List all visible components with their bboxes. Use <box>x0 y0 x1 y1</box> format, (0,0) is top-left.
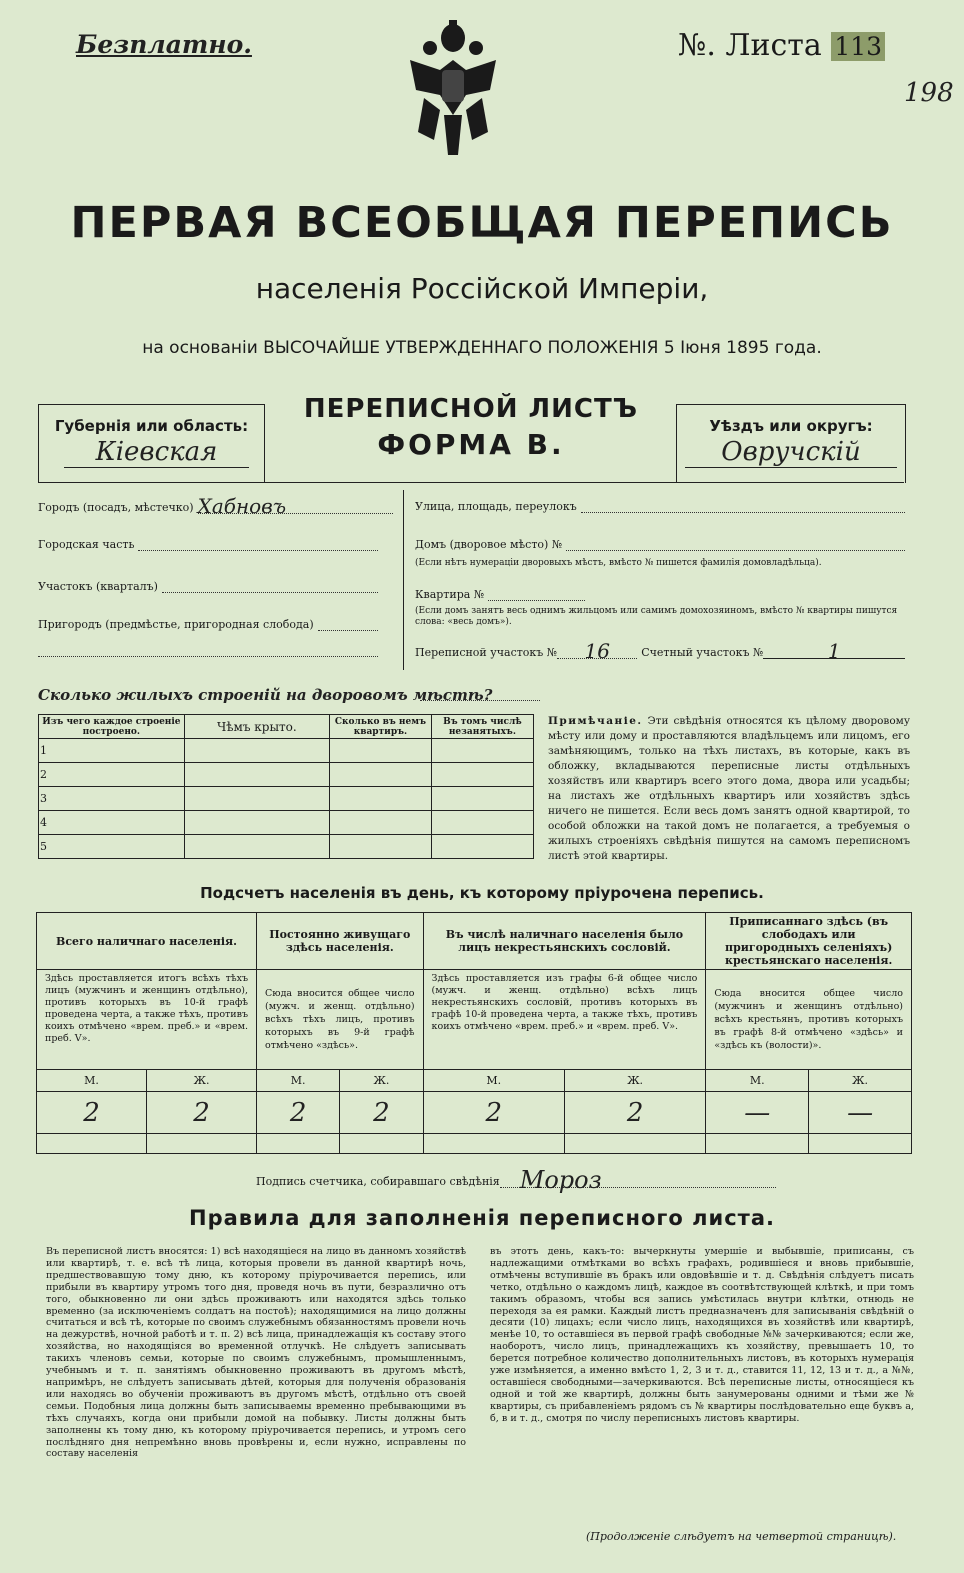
uezd-box <box>676 404 906 483</box>
signature-value: Мороз <box>500 1174 776 1188</box>
buildings-row-number: 4 <box>39 811 185 835</box>
buildings-row-number: 5 <box>39 835 185 859</box>
count-col-head: Всего наличнаго населенія. <box>37 913 257 970</box>
note-title: Примѣчаніе. <box>548 715 643 727</box>
rules-right-column: въ этотъ день, какъ-то: вычеркнуты умершіе и выбывшіе, приписаны, съ надлежащими отмѣтками во всѣхъ графахъ, родившіеся и вновь прибывшіе, отмѣчены вступившіе въ бракъ или овдовѣвшіе и т. д. Свѣдѣнія слѣдуетъ писать четко, отдѣльно о каждомъ лицѣ, каждое въ соотвѣтствующей клѣткѣ, и при томъ такимъ образомъ, чтобы вся запись умѣстилась внутри клѣтки, отнюдь не переходя за ея рамки. Каждый листъ предназначенъ для записыванія свѣдѣній о десяти (10) лицахъ; если число лицъ, находящихся въ хозяйствѣ или квартирѣ, менѣе 10, то оставшіеся въ первой графѣ свободные №№ зачеркиваются; если же, наоборотъ, число лицъ, принадлежащихъ къ хозяйству, превышаетъ 10, то берется потребное количество дополнительныхъ листовъ, въ которыхъ нумерація уже измѣняется, а именно вмѣсто 1, 2, 3 и т. д., ставится 11, 12, 13 и т. д., а №№, оставшіеся свободными—зачеркиваются. Всѣ переписные листы, относящіеся къ одной и той же квартирѣ, должны быть занумерованы одними и тѣми же № квартиры, съ прибавленіемъ рядомъ съ № квартиры послѣдовательно еще буквъ а, б, в и т. д., смотря по числу переписныхъ листовъ квартиры. <box>490 1246 914 1424</box>
sheet-title: ПЕРЕПИСНОЙ ЛИСТЪ <box>303 394 639 424</box>
buildings-note <box>548 714 910 864</box>
buildings-header-row <box>39 715 534 739</box>
uchastok-field[interactable] <box>38 580 378 593</box>
archive-number: 198 <box>904 78 954 108</box>
m-label: М. <box>706 1070 809 1092</box>
city-label: Городъ (посадъ, мѣстечко) <box>38 501 194 514</box>
uezd-value: Овручскій <box>685 437 897 468</box>
count-table <box>36 912 912 1154</box>
count-desc-row <box>37 970 912 1070</box>
district-fields[interactable] <box>415 639 905 663</box>
apt-note: (Если домъ занятъ весь однимъ жильцомъ или самимъ домохозяиномъ, вмѣсто № квартиры пишутся слова: «весь домъ»). <box>415 606 898 627</box>
sheet-number-label <box>678 28 885 63</box>
sheet-label: №. Листа <box>678 28 822 63</box>
house-field[interactable] <box>415 538 905 551</box>
imperial-eagle-emblem <box>400 20 506 160</box>
count-value-m: 2 <box>257 1092 340 1134</box>
count-col-head: Постоянно живущаго здѣсь населенія. <box>257 913 424 970</box>
gubernia-label: Губернія или область: <box>54 417 249 435</box>
count-value-m: 2 <box>37 1092 147 1134</box>
signature-field[interactable] <box>256 1166 776 1194</box>
note-text: Эти свѣдѣнія относятся къ цѣлому дворовому мѣсту или дому и проставляются владѣльцемъ или лицомъ, его замѣняющимъ, только на тѣхъ листахъ, въ которые, какъ въ обложку, вкладываются переписные листы отдѣльныхъ хозяйствъ или квартиръ всего этого дома, двора или усадьбы; на листахъ же отдѣльныхъ квартиръ или хозяйствъ здѣсь ничего не пишется. Если весь домъ занятъ одной квартирой, то особой обложки на такой домъ не полагается, а требуемыя о жилыхъ строеніяхъ свѣдѣнія пишутся на самомъ переписномъ листѣ этой квартиры. <box>548 715 910 862</box>
count-col-head: Въ числѣ наличнаго населенія было лицъ некрестьянскихъ сословій. <box>423 913 706 970</box>
buildings-header: Изъ чего каждое строеніе построено. <box>39 715 185 739</box>
form-label: ФОРМА В. <box>377 428 565 461</box>
prigorod-field[interactable] <box>38 618 378 631</box>
house-label: Домъ (дворовое мѣсто) № <box>415 538 563 551</box>
f-label: Ж. <box>147 1070 257 1092</box>
count-value-f: 2 <box>340 1092 423 1134</box>
buildings-header: Чѣмъ крыто. <box>184 715 329 739</box>
count-value-f: — <box>809 1092 912 1134</box>
count-value-m: 2 <box>423 1092 564 1134</box>
m-label: М. <box>37 1070 147 1092</box>
form-title-block <box>266 394 676 474</box>
count-col-head: Приписаннаго здѣсь (въ слободахъ или пригородныхъ селеніяхъ) крестьянскаго населенія. <box>706 913 912 970</box>
f-label: Ж. <box>564 1070 705 1092</box>
count-col-desc: Сюда вносится общее число (мужч. и женщ. отдѣльно) всѣхъ тѣхъ лицъ, противъ которыхъ въ 9-й графѣ отмѣчено «здѣсь». <box>257 970 424 1070</box>
uezd-label: Уѣздъ или округъ: <box>709 417 873 435</box>
fields-divider <box>403 490 404 670</box>
city-value: Хабновъ <box>198 500 393 514</box>
apt-field[interactable] <box>415 588 585 601</box>
rules-title: Правила для заполненія переписного листа. <box>189 1206 775 1230</box>
count-col-desc: Сюда вносится общее число (мужчинъ и женщинъ отдѣльно) всѣхъ крестьянъ, противъ которыхъ въ графѣ 8-й отмѣчено «здѣсь» и «здѣсь къ (волости)». <box>706 970 912 1070</box>
count-district-label: Счетный участокъ № <box>641 646 764 659</box>
count-title: Подсчетъ населенія въ день, къ которому пріурочена перепись. <box>200 884 764 902</box>
form-divider <box>38 482 904 483</box>
buildings-header: Въ томъ числѣ незанятыхъ. <box>431 715 533 739</box>
buildings-question: Сколько жилыхъ строеній на дворовомъ мѣстѣ? <box>38 686 493 704</box>
main-title: ПЕРВАЯ ВСЕОБЩАЯ ПЕРЕПИСЬ <box>70 198 894 248</box>
count-mf-row <box>37 1070 912 1092</box>
gubernia-box <box>38 404 265 483</box>
continued-note: (Продолженіе слѣдуетъ на четвертой страницѣ). <box>586 1530 897 1543</box>
city-part-label: Городская часть <box>38 538 135 551</box>
f-label: Ж. <box>809 1070 912 1092</box>
sheet-number: 113 <box>831 32 885 61</box>
subtitle: населенія Россійской Имперіи, <box>255 272 709 305</box>
buildings-row-number: 1 <box>39 739 185 763</box>
house-note: (Если нѣтъ нумераціи дворовыхъ мѣстъ, вмѣсто № пишется фамилія домовладѣльца). <box>415 558 822 568</box>
street-field[interactable] <box>415 500 905 513</box>
city-field[interactable] <box>38 494 393 518</box>
count-value-f: 2 <box>147 1092 257 1134</box>
prigorod-label: Пригородъ (предмѣстье, пригородная слобода) <box>38 618 314 631</box>
buildings-row-number: 3 <box>39 787 185 811</box>
count-district-value: 1 <box>763 645 905 659</box>
street-label: Улица, площадь, переулокъ <box>415 500 577 513</box>
count-value-m: — <box>706 1092 809 1134</box>
count-value-f: 2 <box>564 1092 705 1134</box>
m-label: М. <box>257 1070 340 1092</box>
free-label: Безплатно. <box>76 30 252 59</box>
f-label: Ж. <box>340 1070 423 1092</box>
m-label: М. <box>423 1070 564 1092</box>
count-col-desc: Здѣсь проставляется изъ графы 6-й общее число (мужч. и женщ. отдѣльно) всѣхъ лицъ некрестьянскихъ сословій, противъ которыхъ въ графѣ 10-й проведена черта, а также тѣхъ, противъ коихъ отмѣчено «врем. преб.» и «врем. преб. V». <box>423 970 706 1070</box>
buildings-header: Сколько въ немъ квартиръ. <box>330 715 432 739</box>
count-head-row <box>37 913 912 970</box>
buildings-table <box>38 714 534 859</box>
rules-left-column: Въ переписной листъ вносятся: 1) всѣ находящіеся на лицо въ данномъ хозяйствѣ или квартирѣ, т. е. всѣ тѣ лица, которыя провели въ данной квартирѣ ночь, предшествовавшую тому дню, къ которому пріурочивается перепись, или прибыли въ квартиру утромъ того дня, проведя ночь въ пути, безразлично отъ того, обыкновенно ли они здѣсь проживаютъ или находятся здѣсь только временно (за исключеніемъ солдатъ на постоѣ); находящимися на лицо должны считаться и всѣ тѣ, которые по своимъ служебнымъ обязанностямъ провели ночь на дежурствѣ, ночной работѣ и т. п. 2) всѣ лица, принадлежащія къ составу этого хозяйства, но находящіяся во временной отлучкѣ. Не слѣдуетъ записывать такихъ членовъ семьи, которые по своимъ служебнымъ, промышленнымъ, учебнымъ и т. п. занятіямъ обыкновенно проживаютъ въ другомъ мѣстѣ, напримѣръ, не слѣдуетъ записывать дѣтей, которыя для полученія образованія или находясь во обученіи проживаютъ въ другомъ мѣстѣ, отдѣльно отъ своей семьи. Подобныя лица должны быть записываемы временно пребывающими въ тѣхъ случаяхъ, когда они прибыли домой на побывку. Листы должны быть заполнены къ тому дню, къ которому пріурочивается перепись, и утромъ сего послѣдняго дня непремѣнно вновь провѣрены и, если нужно, исправлены по составу населенія <box>46 1246 466 1460</box>
signature-label: Подпись счетчика, собиравшаго свѣдѣнія <box>256 1175 500 1188</box>
buildings-row-number: 2 <box>39 763 185 787</box>
census-district-label: Переписной участокъ № <box>415 646 558 659</box>
count-col-desc: Здѣсь проставляется итогъ всѣхъ тѣхъ лицъ (мужчинъ и женщинъ отдѣльно), противъ которыхъ въ 10-й графѣ проведена черта, а также тѣхъ, противъ коихъ отмѣчено «врем. преб.» и «врем. преб. V». <box>37 970 257 1070</box>
basis-line: на основаніи ВЫСОЧАЙШЕ УТВЕРЖДЕННАГО ПОЛОЖЕНІЯ 5 Іюня 1895 года. <box>142 338 822 358</box>
uchastok-label: Участокъ (кварталъ) <box>38 580 158 593</box>
count-values-row <box>37 1092 912 1134</box>
apt-label: Квартира № <box>415 588 485 601</box>
city-part-field[interactable] <box>38 538 378 551</box>
gubernia-value: Кіевская <box>64 437 249 468</box>
census-district-value: 16 <box>557 645 637 659</box>
